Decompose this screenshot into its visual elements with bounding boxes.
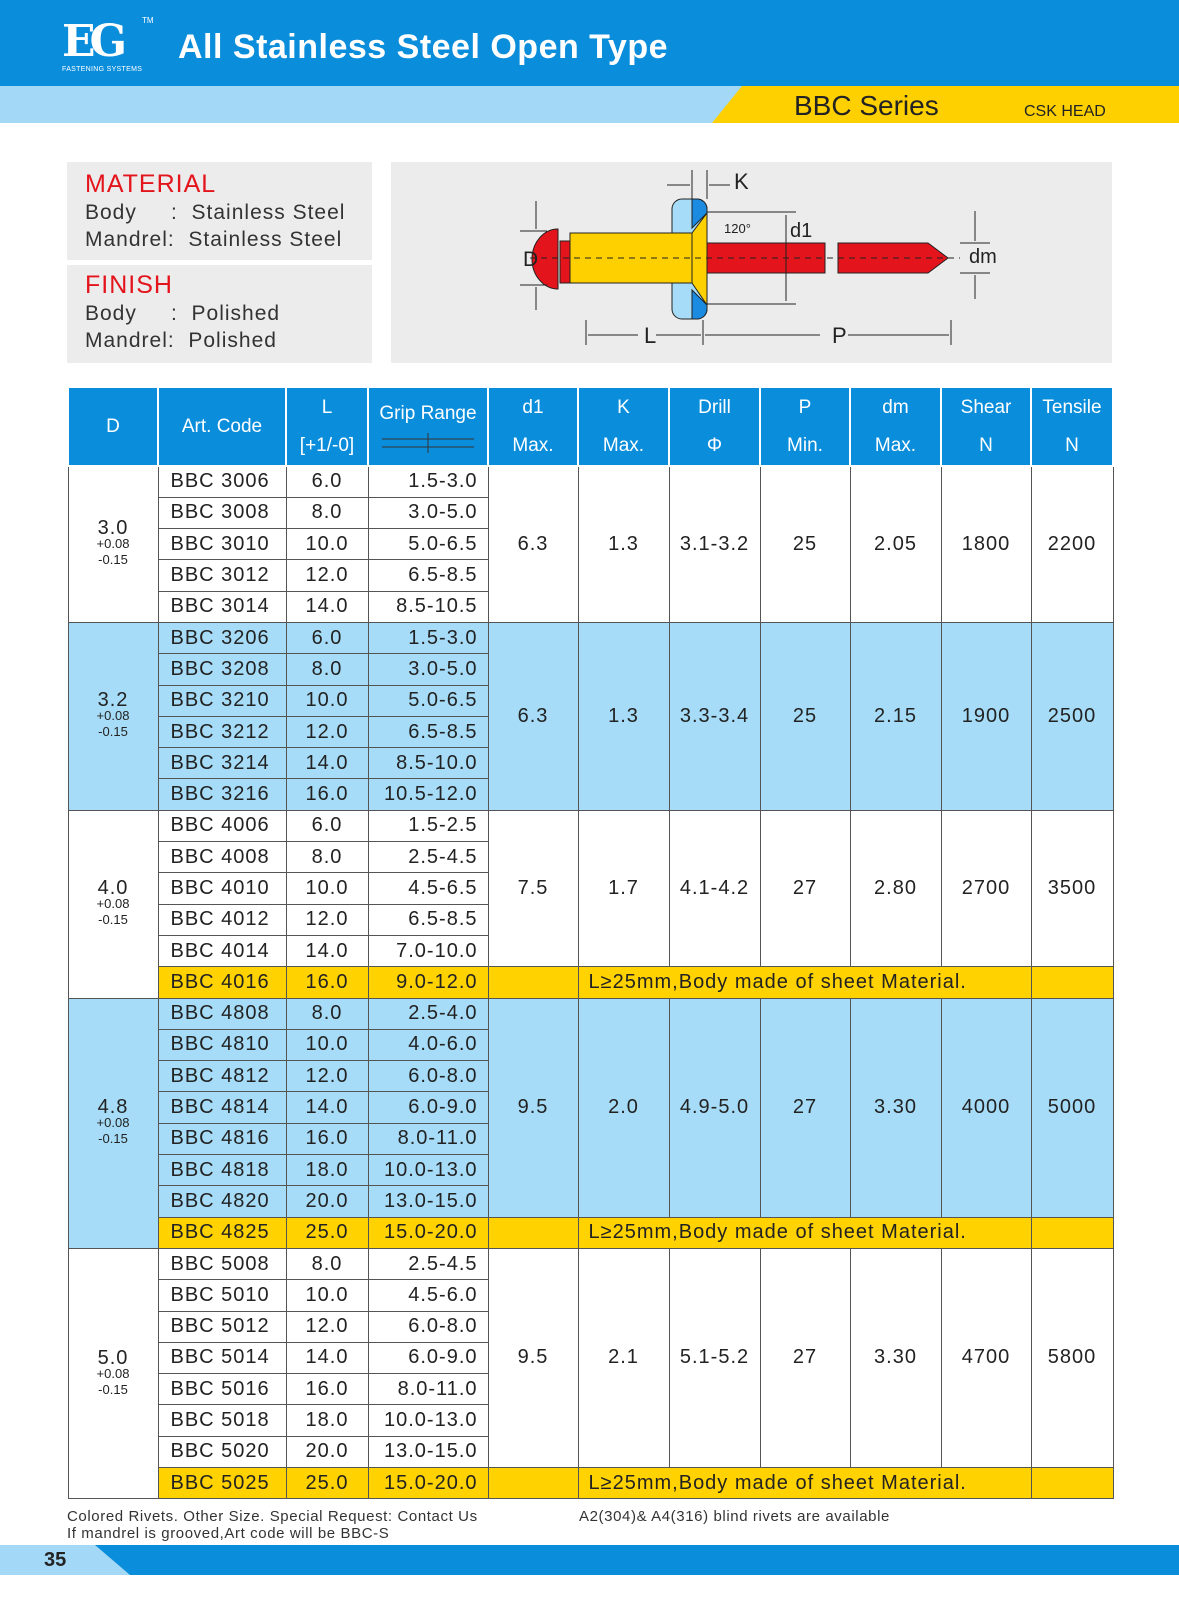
- length-value: 8.0: [286, 998, 368, 1029]
- empty-cell: [1031, 1217, 1113, 1248]
- drill-value: 3.1-3.2: [669, 466, 760, 622]
- art-code: BBC 3006: [158, 466, 286, 497]
- length-value: 18.0: [286, 1405, 368, 1436]
- footer-bar: [0, 1545, 1179, 1575]
- tolerance-minus: -0.15: [98, 912, 128, 928]
- header-label: Drill: [698, 396, 731, 418]
- grip-range: 13.0-15.0: [368, 1436, 488, 1467]
- length-value: 12.0: [286, 904, 368, 935]
- empty-cell: [1031, 1468, 1113, 1499]
- shear-value: 4700: [941, 1248, 1031, 1467]
- tolerance-minus: -0.15: [98, 724, 128, 740]
- length-value: 20.0: [286, 1436, 368, 1467]
- art-code: BBC 5014: [158, 1342, 286, 1373]
- tensile-value: 5000: [1031, 998, 1113, 1217]
- header-label: d1: [522, 396, 544, 418]
- grip-range: 1.5-3.0: [368, 622, 488, 653]
- diameter-value: 3.0: [97, 517, 129, 540]
- length-value: 6.0: [286, 622, 368, 653]
- grip-range: 10.5-12.0: [368, 779, 488, 810]
- k-value: 2.1: [578, 1248, 669, 1467]
- p-value: 25: [760, 466, 850, 622]
- grip-range: 6.0-8.0: [368, 1311, 488, 1342]
- diameter-value: 3.2: [97, 689, 129, 712]
- length-value: 10.0: [286, 1280, 368, 1311]
- empty-cell: [488, 1468, 578, 1499]
- column-header: [368, 387, 488, 466]
- dm-value: 2.80: [850, 810, 941, 966]
- p-value: 25: [760, 622, 850, 810]
- material-mandrel: Mandrel: Stainless Steel: [85, 228, 343, 251]
- spec-table: [67, 386, 1114, 1499]
- grip-range: 4.5-6.0: [368, 1280, 488, 1311]
- dm-value: 2.05: [850, 466, 941, 622]
- art-code: BBC 4810: [158, 1029, 286, 1060]
- header-sublabel: Φ: [706, 434, 723, 456]
- d1-value: 6.3: [488, 466, 578, 622]
- grip-range: 4.5-6.5: [368, 873, 488, 904]
- header-sublabel: N: [1065, 434, 1079, 456]
- d1-value: 9.5: [488, 998, 578, 1217]
- tolerance-minus: -0.15: [98, 1131, 128, 1147]
- grip-range: 8.0-11.0: [368, 1123, 488, 1154]
- diameter-value: 4.8: [97, 1096, 129, 1119]
- grip-range: 8.0-11.0: [368, 1374, 488, 1405]
- length-value: 8.0: [286, 497, 368, 528]
- grip-range: 8.5-10.0: [368, 748, 488, 779]
- grip-range: 5.0-6.5: [368, 529, 488, 560]
- k-value: 2.0: [578, 998, 669, 1217]
- length-value: 18.0: [286, 1155, 368, 1186]
- footer-note-grooved: If mandrel is grooved,Art code will be BBC-S: [67, 1525, 390, 1542]
- drill-value: 4.1-4.2: [669, 810, 760, 966]
- length-value: 12.0: [286, 560, 368, 591]
- series-name: BBC Series: [794, 90, 939, 121]
- length-value: 10.0: [286, 529, 368, 560]
- tolerance-plus: +0.08: [96, 896, 130, 912]
- art-code: BBC 4812: [158, 1061, 286, 1092]
- header-label: D: [106, 415, 120, 437]
- tensile-value: 3500: [1031, 810, 1113, 966]
- art-code: BBC 4014: [158, 935, 286, 966]
- length-value: 10.0: [286, 685, 368, 716]
- art-code: BBC 4016: [158, 967, 286, 998]
- dm-value: 3.30: [850, 998, 941, 1217]
- page-title: All Stainless Steel Open Type: [178, 28, 669, 66]
- logo-subtitle: FASTENING SYSTEMS: [62, 66, 143, 73]
- length-value: 14.0: [286, 1092, 368, 1123]
- table-row: [68, 622, 1113, 653]
- grip-range: 6.0-9.0: [368, 1342, 488, 1373]
- art-code: BBC 5025: [158, 1468, 286, 1499]
- finish-box: [67, 265, 372, 363]
- drill-value: 4.9-5.0: [669, 998, 760, 1217]
- length-value: 14.0: [286, 1342, 368, 1373]
- sheet-material-note: L≥25mm,Body made of sheet Material.: [578, 1217, 1031, 1248]
- grip-range: 6.0-9.0: [368, 1092, 488, 1123]
- header-sublabel: Min.: [787, 434, 823, 456]
- grip-range: 1.5-2.5: [368, 810, 488, 841]
- sheet-material-note: L≥25mm,Body made of sheet Material.: [578, 1468, 1031, 1499]
- brand-logo: [62, 16, 154, 73]
- art-code: BBC 3206: [158, 622, 286, 653]
- drill-value: 3.3-3.4: [669, 622, 760, 810]
- k-value: 1.3: [578, 466, 669, 622]
- art-code: BBC 4008: [158, 842, 286, 873]
- length-value: 14.0: [286, 748, 368, 779]
- tolerance-plus: +0.08: [96, 536, 130, 552]
- art-code: BBC 3010: [158, 529, 286, 560]
- column-header: [68, 387, 158, 466]
- art-code: BBC 3210: [158, 685, 286, 716]
- length-value: 20.0: [286, 1186, 368, 1217]
- diameter-value: 5.0: [97, 1346, 129, 1369]
- head-type: CSK HEAD: [1024, 103, 1106, 120]
- art-code: BBC 3008: [158, 497, 286, 528]
- label-d: D: [523, 248, 539, 271]
- header-label: L: [321, 396, 333, 418]
- header-label: P: [798, 396, 812, 418]
- grip-range: 15.0-20.0: [368, 1468, 488, 1499]
- sheet-material-note: L≥25mm,Body made of sheet Material.: [578, 967, 1031, 998]
- art-code: BBC 5010: [158, 1280, 286, 1311]
- header-label: Shear: [960, 396, 1012, 418]
- length-value: 8.0: [286, 1248, 368, 1279]
- tolerance-plus: +0.08: [96, 1115, 130, 1131]
- table-row-note: [68, 967, 1113, 998]
- k-value: 1.7: [578, 810, 669, 966]
- d1-value: 9.5: [488, 1248, 578, 1467]
- length-value: 8.0: [286, 654, 368, 685]
- shear-value: 4000: [941, 998, 1031, 1217]
- dm-value: 2.15: [850, 622, 941, 810]
- footer-note-colored: Colored Rivets. Other Size. Special Request: Contact Us: [67, 1508, 478, 1525]
- grip-range: 10.0-13.0: [368, 1155, 488, 1186]
- column-header: [488, 387, 578, 466]
- grip-range-icon: [369, 433, 487, 458]
- material-heading: MATERIAL: [85, 170, 217, 198]
- footer-notes: [67, 1508, 478, 1542]
- art-code: BBC 4820: [158, 1186, 286, 1217]
- grip-range: 6.5-8.5: [368, 716, 488, 747]
- empty-cell: [488, 967, 578, 998]
- rivet-diagram: [391, 162, 1112, 363]
- table-row: [68, 466, 1113, 497]
- p-value: 27: [760, 810, 850, 966]
- length-value: 6.0: [286, 810, 368, 841]
- dm-value: 3.30: [850, 1248, 941, 1467]
- header-label: K: [617, 396, 630, 418]
- art-code: BBC 4010: [158, 873, 286, 904]
- grip-range: 5.0-6.5: [368, 685, 488, 716]
- art-code: BBC 3208: [158, 654, 286, 685]
- label-p: P: [832, 323, 847, 348]
- material-box: [67, 162, 372, 260]
- tolerance-plus: +0.08: [96, 1365, 130, 1381]
- p-value: 27: [760, 998, 850, 1217]
- grip-range: 15.0-20.0: [368, 1217, 488, 1248]
- grip-range: 3.0-5.0: [368, 654, 488, 685]
- empty-cell: [488, 1217, 578, 1248]
- art-code: BBC 5012: [158, 1311, 286, 1342]
- art-code: BBC 3216: [158, 779, 286, 810]
- grip-range: 3.0-5.0: [368, 497, 488, 528]
- length-value: 12.0: [286, 716, 368, 747]
- length-value: 25.0: [286, 1217, 368, 1248]
- table-row: [68, 998, 1113, 1029]
- finish-mandrel: Mandrel: Polished: [85, 329, 277, 352]
- column-header: [578, 387, 669, 466]
- tensile-value: 2500: [1031, 622, 1113, 810]
- drill-value: 5.1-5.2: [669, 1248, 760, 1467]
- page-number: 35: [44, 1549, 67, 1571]
- header-label: Grip Range: [379, 403, 477, 424]
- grip-range: 2.5-4.5: [368, 1248, 488, 1279]
- label-d1: d1: [790, 220, 813, 242]
- logo-mark: EG: [62, 16, 122, 67]
- art-code: BBC 5018: [158, 1405, 286, 1436]
- header-sublabel: Max.: [874, 434, 917, 456]
- column-header: [158, 387, 286, 466]
- tolerance-minus: -0.15: [98, 552, 128, 568]
- length-value: 16.0: [286, 1123, 368, 1154]
- finish-body: Body : Polished: [85, 302, 281, 325]
- length-value: 8.0: [286, 842, 368, 873]
- art-code: BBC 4825: [158, 1217, 286, 1248]
- grip-range: 6.5-8.5: [368, 904, 488, 935]
- diameter-cell: [68, 998, 158, 1248]
- art-code: BBC 3012: [158, 560, 286, 591]
- header-sublabel: N: [979, 434, 993, 456]
- p-value: 27: [760, 1248, 850, 1467]
- art-code: BBC 4012: [158, 904, 286, 935]
- length-value: 10.0: [286, 873, 368, 904]
- k-value: 1.3: [578, 622, 669, 810]
- label-dm: dm: [969, 246, 997, 268]
- grip-range: 7.0-10.0: [368, 935, 488, 966]
- header-sublabel: Max.: [512, 434, 554, 456]
- length-value: 14.0: [286, 591, 368, 622]
- grip-range: 6.5-8.5: [368, 560, 488, 591]
- diameter-value: 4.0: [97, 877, 129, 900]
- art-code: BBC 4808: [158, 998, 286, 1029]
- column-header: [850, 387, 941, 466]
- grip-range: 4.0-6.0: [368, 1029, 488, 1060]
- grip-range: 10.0-13.0: [368, 1405, 488, 1436]
- label-k: K: [734, 169, 749, 194]
- art-code: BBC 5016: [158, 1374, 286, 1405]
- table-row-note: [68, 1468, 1113, 1499]
- length-value: 12.0: [286, 1311, 368, 1342]
- art-code: BBC 4006: [158, 810, 286, 841]
- table-row: [68, 810, 1113, 841]
- length-value: 12.0: [286, 1061, 368, 1092]
- length-value: 25.0: [286, 1468, 368, 1499]
- art-code: BBC 3214: [158, 748, 286, 779]
- table-row-note: [68, 1217, 1113, 1248]
- shear-value: 1800: [941, 466, 1031, 622]
- diameter-cell: [68, 466, 158, 622]
- column-header: [941, 387, 1031, 466]
- grip-range: 1.5-3.0: [368, 466, 488, 497]
- grip-range: 13.0-15.0: [368, 1186, 488, 1217]
- art-code: BBC 5020: [158, 1436, 286, 1467]
- diameter-cell: [68, 1248, 158, 1498]
- length-value: 14.0: [286, 935, 368, 966]
- art-code: BBC 5008: [158, 1248, 286, 1279]
- art-code: BBC 4816: [158, 1123, 286, 1154]
- column-header: [669, 387, 760, 466]
- diameter-cell: [68, 810, 158, 998]
- tensile-value: 2200: [1031, 466, 1113, 622]
- tolerance-plus: +0.08: [96, 708, 130, 724]
- grip-range: 2.5-4.0: [368, 998, 488, 1029]
- grip-range: 8.5-10.5: [368, 591, 488, 622]
- grip-range: 9.0-12.0: [368, 967, 488, 998]
- length-value: 16.0: [286, 967, 368, 998]
- grip-range: 6.0-8.0: [368, 1061, 488, 1092]
- label-l: L: [644, 323, 657, 348]
- art-code: BBC 3212: [158, 716, 286, 747]
- tolerance-minus: -0.15: [98, 1381, 128, 1397]
- shear-value: 2700: [941, 810, 1031, 966]
- length-value: 16.0: [286, 779, 368, 810]
- column-header: [760, 387, 850, 466]
- logo-tm: TM: [142, 16, 154, 25]
- label-angle: 120°: [724, 221, 751, 236]
- table-row: [68, 1248, 1113, 1279]
- column-header: [1031, 387, 1113, 466]
- series-banner: [712, 86, 1179, 123]
- diameter-cell: [68, 622, 158, 810]
- d1-value: 6.3: [488, 622, 578, 810]
- material-body: Body : Stainless Steel: [85, 201, 346, 224]
- column-header: [286, 387, 368, 466]
- art-code: BBC 3014: [158, 591, 286, 622]
- footer-note-materials: A2(304)& A4(316) blind rivets are available: [579, 1508, 890, 1525]
- grip-range: 2.5-4.5: [368, 842, 488, 873]
- art-code: BBC 4814: [158, 1092, 286, 1123]
- header-label: Tensile: [1042, 396, 1102, 418]
- header-sublabel: [+1/-0]: [299, 434, 355, 456]
- length-value: 10.0: [286, 1029, 368, 1060]
- length-value: 6.0: [286, 466, 368, 497]
- length-value: 16.0: [286, 1374, 368, 1405]
- empty-cell: [1031, 967, 1113, 998]
- header-label: Art. Code: [181, 415, 263, 437]
- header-label: dm: [882, 396, 909, 418]
- header-sublabel: Max.: [602, 434, 645, 456]
- finish-heading: FINISH: [85, 271, 173, 299]
- shear-value: 1900: [941, 622, 1031, 810]
- tensile-value: 5800: [1031, 1248, 1113, 1467]
- d1-value: 7.5: [488, 810, 578, 966]
- art-code: BBC 4818: [158, 1155, 286, 1186]
